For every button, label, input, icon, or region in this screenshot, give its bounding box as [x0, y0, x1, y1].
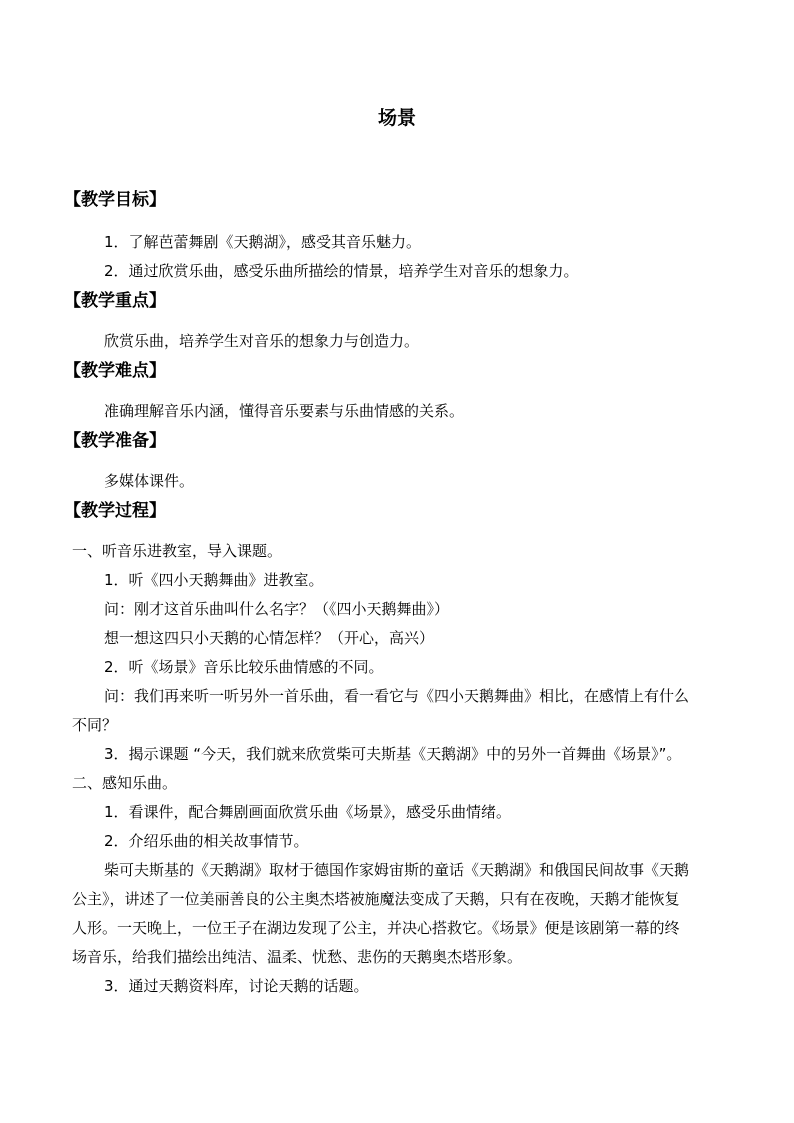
process-line: 一、听音乐进教室，导入课题。: [72, 542, 283, 560]
preparation-line-1: 多媒体课件。: [104, 472, 195, 490]
process-line: 2．听《场景》音乐比较乐曲情感的不同。: [104, 658, 384, 676]
section-heading-key-points: 【教学重点】: [64, 291, 166, 311]
process-line: 场音乐，给我们描绘出纯洁、温柔、忧愁、悲伤的天鹅奥杰塔形象。: [72, 948, 523, 966]
document-title: 场景: [377, 107, 416, 129]
process-line: 2．介绍乐曲的相关故事情节。: [104, 832, 309, 850]
process-line: 人形。一天晚上，一位王子在湖边发现了公主，并决心搭救它。《场景》便是该剧第一幕的终: [72, 919, 680, 937]
difficulty-line-1: 准确理解音乐内涵，懂得音乐要素与乐曲情感的关系。: [104, 402, 465, 420]
process-line: 问：我们再来听一听另外一首乐曲，看一看它与《四小天鹅舞曲》相比，在感情上有什么: [104, 687, 690, 705]
objective-line-1: 1．了解芭蕾舞剧《天鹅湖》，感受其音乐魅力。: [104, 233, 422, 251]
section-heading-difficulties: 【教学难点】: [64, 361, 166, 381]
process-line: 柴可夫斯基的《天鹅湖》取材于德国作家姆宙斯的童话《天鹅湖》和俄国民间故事《天鹅: [104, 861, 690, 879]
section-heading-preparation: 【教学准备】: [64, 431, 166, 451]
section-heading-objectives: 【教学目标】: [64, 190, 166, 210]
process-line: 不同？: [72, 716, 118, 734]
process-line: 问：刚才这首乐曲叫什么名字？（《四小天鹅舞曲》）: [104, 600, 450, 618]
process-line: 1．听《四小天鹅舞曲》进教室。: [104, 571, 324, 589]
process-line: 3．揭示课题 “今天，我们就来欣赏柴可夫斯基《天鹅湖》中的另外一首舞曲《场景》”。: [104, 745, 682, 763]
process-line: 1．看课件，配合舞剧画面欣赏乐曲《场景》，感受乐曲情绪。: [104, 803, 512, 821]
objective-line-2: 2．通过欣赏乐曲，感受乐曲所描绘的情景，培养学生对音乐的想象力。: [104, 262, 579, 280]
process-line: 二、感知乐曲。: [72, 774, 178, 792]
key-point-line-1: 欣赏乐曲，培养学生对音乐的想象力与创造力。: [104, 332, 420, 350]
process-line: 想一想这四只小天鹅的心情怎样？（开心，高兴）: [104, 629, 435, 647]
process-line: 3．通过天鹅资料库，讨论天鹅的话题。: [104, 977, 369, 995]
section-heading-process: 【教学过程】: [64, 501, 166, 521]
process-line: 公主》，讲述了一位美丽善良的公主奥杰塔被施魔法变成了天鹅，只有在夜晚，天鹅才能恢复: [72, 890, 680, 908]
